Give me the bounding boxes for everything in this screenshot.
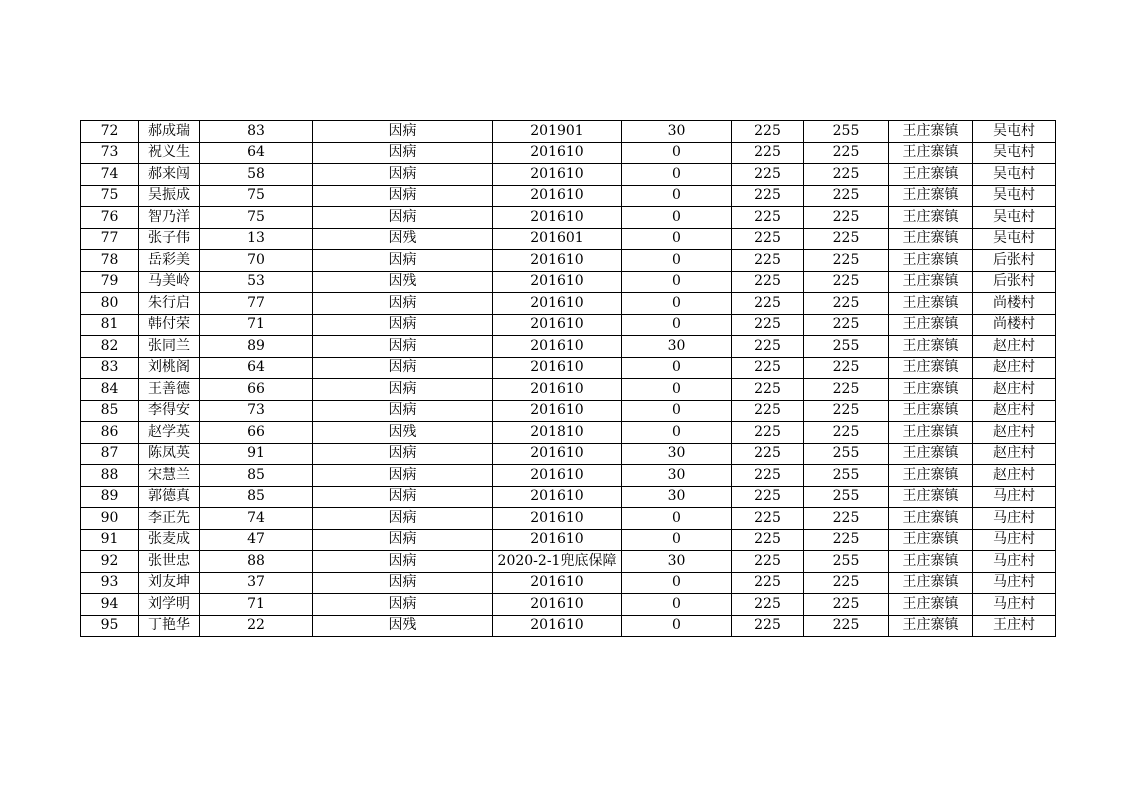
table-row xyxy=(81,400,1056,422)
start-date-cell: 201610 xyxy=(493,400,622,422)
start-date-cell: 201610 xyxy=(493,185,622,207)
reason-cell: 因病 xyxy=(313,121,493,143)
age-cell: 73 xyxy=(200,400,313,422)
total-amount-cell: 225 xyxy=(804,572,889,594)
village-cell: 赵庄村 xyxy=(973,357,1056,379)
table-row xyxy=(81,185,1056,207)
town-cell: 王庄寨镇 xyxy=(889,293,973,315)
total-amount-cell: 225 xyxy=(804,228,889,250)
total-amount-cell: 225 xyxy=(804,615,889,637)
start-date-cell: 201901 xyxy=(493,121,622,143)
total-amount-cell: 255 xyxy=(804,336,889,358)
town-cell: 王庄寨镇 xyxy=(889,422,973,444)
town-cell: 王庄寨镇 xyxy=(889,594,973,616)
reason-cell: 因病 xyxy=(313,185,493,207)
total-amount-cell: 255 xyxy=(804,551,889,573)
name-cell: 智乃洋 xyxy=(139,207,200,229)
table-row xyxy=(81,228,1056,250)
serial-number-cell: 90 xyxy=(81,508,139,530)
age-cell: 91 xyxy=(200,443,313,465)
start-date-cell: 201610 xyxy=(493,615,622,637)
table-row xyxy=(81,443,1056,465)
base-amount-cell: 225 xyxy=(732,594,804,616)
start-date-cell: 201610 xyxy=(493,508,622,530)
serial-number-cell: 82 xyxy=(81,336,139,358)
total-amount-cell: 255 xyxy=(804,121,889,143)
village-cell: 后张村 xyxy=(973,271,1056,293)
name-cell: 丁艳华 xyxy=(139,615,200,637)
age-cell: 85 xyxy=(200,486,313,508)
table-row xyxy=(81,529,1056,551)
serial-number-cell: 85 xyxy=(81,400,139,422)
name-cell: 吴振成 xyxy=(139,185,200,207)
start-date-cell: 201610 xyxy=(493,572,622,594)
table-row xyxy=(81,465,1056,487)
table-row xyxy=(81,142,1056,164)
name-cell: 张世忠 xyxy=(139,551,200,573)
base-amount-cell: 225 xyxy=(732,271,804,293)
start-date-cell: 201610 xyxy=(493,465,622,487)
town-cell: 王庄寨镇 xyxy=(889,336,973,358)
serial-number-cell: 86 xyxy=(81,422,139,444)
table-row xyxy=(81,121,1056,143)
age-cell: 70 xyxy=(200,250,313,272)
base-amount-cell: 225 xyxy=(732,121,804,143)
base-amount-cell: 225 xyxy=(732,486,804,508)
age-cell: 53 xyxy=(200,271,313,293)
name-cell: 马美岭 xyxy=(139,271,200,293)
town-cell: 王庄寨镇 xyxy=(889,250,973,272)
base-amount-cell: 225 xyxy=(732,164,804,186)
start-date-cell: 201610 xyxy=(493,443,622,465)
name-cell: 刘桃阁 xyxy=(139,357,200,379)
reason-cell: 因病 xyxy=(313,314,493,336)
table-row xyxy=(81,594,1056,616)
reason-cell: 因病 xyxy=(313,207,493,229)
name-cell: 张子伟 xyxy=(139,228,200,250)
reason-cell: 因病 xyxy=(313,250,493,272)
subsidy-cell: 0 xyxy=(622,142,732,164)
base-amount-cell: 225 xyxy=(732,293,804,315)
name-cell: 王善德 xyxy=(139,379,200,401)
total-amount-cell: 225 xyxy=(804,529,889,551)
serial-number-cell: 76 xyxy=(81,207,139,229)
table-row xyxy=(81,336,1056,358)
reason-cell: 因病 xyxy=(313,594,493,616)
total-amount-cell: 225 xyxy=(804,422,889,444)
reason-cell: 因病 xyxy=(313,164,493,186)
total-amount-cell: 225 xyxy=(804,164,889,186)
name-cell: 韩付荣 xyxy=(139,314,200,336)
name-cell: 刘学明 xyxy=(139,594,200,616)
name-cell: 张同兰 xyxy=(139,336,200,358)
age-cell: 64 xyxy=(200,357,313,379)
serial-number-cell: 88 xyxy=(81,465,139,487)
reason-cell: 因残 xyxy=(313,271,493,293)
total-amount-cell: 225 xyxy=(804,508,889,530)
records-table-body xyxy=(81,121,1056,637)
town-cell: 王庄寨镇 xyxy=(889,443,973,465)
table-row xyxy=(81,250,1056,272)
serial-number-cell: 91 xyxy=(81,529,139,551)
name-cell: 岳彩美 xyxy=(139,250,200,272)
base-amount-cell: 225 xyxy=(732,228,804,250)
subsidy-cell: 0 xyxy=(622,357,732,379)
serial-number-cell: 80 xyxy=(81,293,139,315)
total-amount-cell: 225 xyxy=(804,400,889,422)
age-cell: 71 xyxy=(200,314,313,336)
base-amount-cell: 225 xyxy=(732,443,804,465)
subsidy-cell: 0 xyxy=(622,615,732,637)
total-amount-cell: 225 xyxy=(804,142,889,164)
subsidy-cell: 0 xyxy=(622,228,732,250)
town-cell: 王庄寨镇 xyxy=(889,164,973,186)
reason-cell: 因病 xyxy=(313,400,493,422)
age-cell: 66 xyxy=(200,379,313,401)
name-cell: 郭德真 xyxy=(139,486,200,508)
subsidy-cell: 0 xyxy=(622,529,732,551)
town-cell: 王庄寨镇 xyxy=(889,357,973,379)
town-cell: 王庄寨镇 xyxy=(889,142,973,164)
subsidy-cell: 30 xyxy=(622,551,732,573)
reason-cell: 因病 xyxy=(313,379,493,401)
base-amount-cell: 225 xyxy=(732,551,804,573)
town-cell: 王庄寨镇 xyxy=(889,207,973,229)
base-amount-cell: 225 xyxy=(732,465,804,487)
table-row xyxy=(81,486,1056,508)
base-amount-cell: 225 xyxy=(732,400,804,422)
serial-number-cell: 95 xyxy=(81,615,139,637)
serial-number-cell: 81 xyxy=(81,314,139,336)
village-cell: 王庄村 xyxy=(973,615,1056,637)
town-cell: 王庄寨镇 xyxy=(889,572,973,594)
serial-number-cell: 83 xyxy=(81,357,139,379)
table-row xyxy=(81,422,1056,444)
serial-number-cell: 73 xyxy=(81,142,139,164)
serial-number-cell: 87 xyxy=(81,443,139,465)
village-cell: 马庄村 xyxy=(973,594,1056,616)
name-cell: 宋慧兰 xyxy=(139,465,200,487)
table-row xyxy=(81,508,1056,530)
name-cell: 张麦成 xyxy=(139,529,200,551)
age-cell: 64 xyxy=(200,142,313,164)
age-cell: 89 xyxy=(200,336,313,358)
age-cell: 13 xyxy=(200,228,313,250)
village-cell: 马庄村 xyxy=(973,529,1056,551)
serial-number-cell: 93 xyxy=(81,572,139,594)
total-amount-cell: 225 xyxy=(804,379,889,401)
total-amount-cell: 225 xyxy=(804,271,889,293)
age-cell: 22 xyxy=(200,615,313,637)
serial-number-cell: 94 xyxy=(81,594,139,616)
village-cell: 赵庄村 xyxy=(973,336,1056,358)
serial-number-cell: 77 xyxy=(81,228,139,250)
subsidy-cell: 0 xyxy=(622,379,732,401)
village-cell: 赵庄村 xyxy=(973,465,1056,487)
age-cell: 83 xyxy=(200,121,313,143)
village-cell: 马庄村 xyxy=(973,508,1056,530)
village-cell: 吴屯村 xyxy=(973,121,1056,143)
subsidy-cell: 30 xyxy=(622,336,732,358)
age-cell: 58 xyxy=(200,164,313,186)
name-cell: 朱行启 xyxy=(139,293,200,315)
table-row xyxy=(81,615,1056,637)
table-row xyxy=(81,379,1056,401)
serial-number-cell: 92 xyxy=(81,551,139,573)
total-amount-cell: 255 xyxy=(804,486,889,508)
table-row xyxy=(81,207,1056,229)
village-cell: 赵庄村 xyxy=(973,422,1056,444)
base-amount-cell: 225 xyxy=(732,336,804,358)
base-amount-cell: 225 xyxy=(732,508,804,530)
table-row xyxy=(81,551,1056,573)
village-cell: 尚楼村 xyxy=(973,293,1056,315)
base-amount-cell: 225 xyxy=(732,422,804,444)
town-cell: 王庄寨镇 xyxy=(889,529,973,551)
total-amount-cell: 255 xyxy=(804,465,889,487)
start-date-cell: 201610 xyxy=(493,379,622,401)
age-cell: 71 xyxy=(200,594,313,616)
base-amount-cell: 225 xyxy=(732,185,804,207)
subsidy-cell: 30 xyxy=(622,121,732,143)
age-cell: 85 xyxy=(200,465,313,487)
start-date-cell: 201610 xyxy=(493,314,622,336)
table-row xyxy=(81,357,1056,379)
age-cell: 75 xyxy=(200,185,313,207)
serial-number-cell: 72 xyxy=(81,121,139,143)
subsidy-cell: 0 xyxy=(622,250,732,272)
town-cell: 王庄寨镇 xyxy=(889,314,973,336)
age-cell: 37 xyxy=(200,572,313,594)
town-cell: 王庄寨镇 xyxy=(889,465,973,487)
name-cell: 李得安 xyxy=(139,400,200,422)
base-amount-cell: 225 xyxy=(732,572,804,594)
name-cell: 刘友坤 xyxy=(139,572,200,594)
base-amount-cell: 225 xyxy=(732,142,804,164)
reason-cell: 因病 xyxy=(313,572,493,594)
total-amount-cell: 255 xyxy=(804,443,889,465)
reason-cell: 因病 xyxy=(313,508,493,530)
reason-cell: 因病 xyxy=(313,142,493,164)
reason-cell: 因残 xyxy=(313,615,493,637)
table-row xyxy=(81,271,1056,293)
village-cell: 吴屯村 xyxy=(973,207,1056,229)
table-row xyxy=(81,572,1056,594)
reason-cell: 因病 xyxy=(313,486,493,508)
start-date-cell: 201610 xyxy=(493,271,622,293)
subsidy-cell: 0 xyxy=(622,422,732,444)
table-row xyxy=(81,164,1056,186)
village-cell: 马庄村 xyxy=(973,572,1056,594)
serial-number-cell: 74 xyxy=(81,164,139,186)
town-cell: 王庄寨镇 xyxy=(889,615,973,637)
subsidy-cell: 0 xyxy=(622,293,732,315)
table-row xyxy=(81,293,1056,315)
name-cell: 祝义生 xyxy=(139,142,200,164)
start-date-cell: 201610 xyxy=(493,594,622,616)
subsidy-cell: 0 xyxy=(622,508,732,530)
age-cell: 74 xyxy=(200,508,313,530)
base-amount-cell: 225 xyxy=(732,379,804,401)
total-amount-cell: 225 xyxy=(804,357,889,379)
total-amount-cell: 225 xyxy=(804,293,889,315)
town-cell: 王庄寨镇 xyxy=(889,121,973,143)
total-amount-cell: 225 xyxy=(804,594,889,616)
start-date-cell: 201610 xyxy=(493,486,622,508)
serial-number-cell: 79 xyxy=(81,271,139,293)
town-cell: 王庄寨镇 xyxy=(889,271,973,293)
village-cell: 后张村 xyxy=(973,250,1056,272)
subsidy-cell: 0 xyxy=(622,164,732,186)
village-cell: 马庄村 xyxy=(973,551,1056,573)
village-cell: 吴屯村 xyxy=(973,228,1056,250)
subsidy-cell: 0 xyxy=(622,271,732,293)
name-cell: 赵学英 xyxy=(139,422,200,444)
start-date-cell: 201810 xyxy=(493,422,622,444)
subsidy-cell: 30 xyxy=(622,465,732,487)
subsidy-cell: 0 xyxy=(622,207,732,229)
town-cell: 王庄寨镇 xyxy=(889,379,973,401)
subsidy-cell: 0 xyxy=(622,185,732,207)
base-amount-cell: 225 xyxy=(732,615,804,637)
reason-cell: 因病 xyxy=(313,293,493,315)
start-date-cell: 201610 xyxy=(493,164,622,186)
start-date-cell: 201610 xyxy=(493,250,622,272)
start-date-cell: 201610 xyxy=(493,142,622,164)
village-cell: 吴屯村 xyxy=(973,164,1056,186)
town-cell: 王庄寨镇 xyxy=(889,400,973,422)
subsidy-cell: 30 xyxy=(622,443,732,465)
village-cell: 马庄村 xyxy=(973,486,1056,508)
age-cell: 75 xyxy=(200,207,313,229)
start-date-cell: 201610 xyxy=(493,529,622,551)
reason-cell: 因残 xyxy=(313,228,493,250)
reason-cell: 因病 xyxy=(313,551,493,573)
reason-cell: 因病 xyxy=(313,336,493,358)
start-date-cell: 2020-2-1兜底保障 xyxy=(493,551,622,573)
base-amount-cell: 225 xyxy=(732,529,804,551)
subsidy-cell: 0 xyxy=(622,400,732,422)
total-amount-cell: 225 xyxy=(804,207,889,229)
reason-cell: 因病 xyxy=(313,465,493,487)
subsidy-cell: 30 xyxy=(622,486,732,508)
start-date-cell: 201610 xyxy=(493,357,622,379)
reason-cell: 因病 xyxy=(313,357,493,379)
subsidy-cell: 0 xyxy=(622,594,732,616)
start-date-cell: 201610 xyxy=(493,207,622,229)
village-cell: 赵庄村 xyxy=(973,400,1056,422)
serial-number-cell: 75 xyxy=(81,185,139,207)
village-cell: 吴屯村 xyxy=(973,185,1056,207)
town-cell: 王庄寨镇 xyxy=(889,228,973,250)
town-cell: 王庄寨镇 xyxy=(889,185,973,207)
base-amount-cell: 225 xyxy=(732,357,804,379)
age-cell: 88 xyxy=(200,551,313,573)
start-date-cell: 201601 xyxy=(493,228,622,250)
subsidy-cell: 0 xyxy=(622,314,732,336)
base-amount-cell: 225 xyxy=(732,314,804,336)
total-amount-cell: 225 xyxy=(804,314,889,336)
serial-number-cell: 78 xyxy=(81,250,139,272)
town-cell: 王庄寨镇 xyxy=(889,508,973,530)
name-cell: 陈凤英 xyxy=(139,443,200,465)
name-cell: 李正先 xyxy=(139,508,200,530)
reason-cell: 因病 xyxy=(313,443,493,465)
village-cell: 尚楼村 xyxy=(973,314,1056,336)
total-amount-cell: 225 xyxy=(804,185,889,207)
serial-number-cell: 84 xyxy=(81,379,139,401)
serial-number-cell: 89 xyxy=(81,486,139,508)
town-cell: 王庄寨镇 xyxy=(889,551,973,573)
base-amount-cell: 225 xyxy=(732,207,804,229)
village-cell: 赵庄村 xyxy=(973,443,1056,465)
age-cell: 47 xyxy=(200,529,313,551)
base-amount-cell: 225 xyxy=(732,250,804,272)
start-date-cell: 201610 xyxy=(493,336,622,358)
village-cell: 吴屯村 xyxy=(973,142,1056,164)
reason-cell: 因病 xyxy=(313,529,493,551)
town-cell: 王庄寨镇 xyxy=(889,486,973,508)
age-cell: 66 xyxy=(200,422,313,444)
records-table xyxy=(80,120,1056,637)
table-row xyxy=(81,314,1056,336)
subsidy-cell: 0 xyxy=(622,572,732,594)
total-amount-cell: 225 xyxy=(804,250,889,272)
name-cell: 郝成瑞 xyxy=(139,121,200,143)
name-cell: 郝来闯 xyxy=(139,164,200,186)
start-date-cell: 201610 xyxy=(493,293,622,315)
village-cell: 赵庄村 xyxy=(973,379,1056,401)
age-cell: 77 xyxy=(200,293,313,315)
reason-cell: 因残 xyxy=(313,422,493,444)
